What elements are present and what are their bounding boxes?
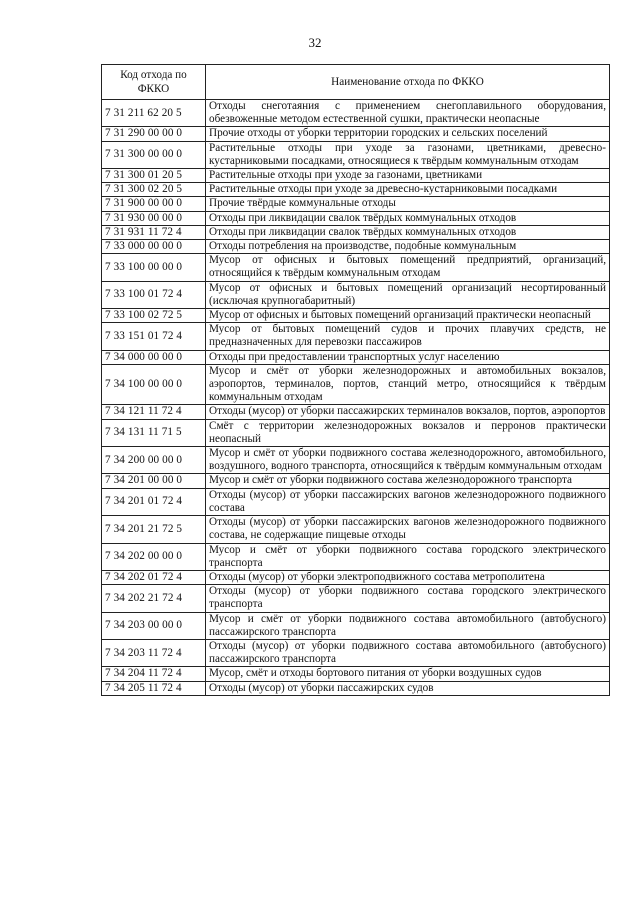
- waste-code-cell: 7 31 900 00 00 0: [102, 197, 206, 211]
- waste-name-cell: Отходы (мусор) от уборки пассажирских вагонов железнодорожного подвижного состава, не содержащие пищевые отходы: [206, 516, 610, 543]
- waste-name-cell: Мусор и смёт от уборки подвижного состава железнодорожного транспорта: [206, 474, 610, 488]
- waste-name-cell: Отходы (мусор) от уборки пассажирских терминалов вокзалов, портов, аэропортов: [206, 405, 610, 419]
- waste-code-cell: 7 34 100 00 00 0: [102, 364, 206, 405]
- table-row: [102, 405, 610, 419]
- waste-name-cell: Отходы (мусор) от уборки подвижного состава городского электрического транспорта: [206, 585, 610, 612]
- waste-code-cell: 7 31 300 01 20 5: [102, 169, 206, 183]
- table-row: [102, 211, 610, 225]
- table-row: [102, 183, 610, 197]
- table-row: [102, 419, 610, 446]
- waste-name-cell: Смёт с территории железнодорожных вокзалов и перронов практически неопасный: [206, 419, 610, 446]
- table-row: [102, 309, 610, 323]
- waste-name-cell: Мусор от офисных и бытовых помещений организаций несортированный (исключая крупногабаритный): [206, 281, 610, 308]
- table-row: [102, 141, 610, 168]
- table-row: [102, 681, 610, 695]
- waste-name-cell: Отходы при ликвидации свалок твёрдых коммунальных отходов: [206, 211, 610, 225]
- table-row: [102, 240, 610, 254]
- waste-name-cell: Отходы при предоставлении транспортных услуг населению: [206, 350, 610, 364]
- waste-code-cell: 7 33 100 02 72 5: [102, 309, 206, 323]
- waste-code-cell: 7 34 202 01 72 4: [102, 570, 206, 584]
- waste-name-cell: Растительные отходы при уходе за древесно-кустарниковыми посадками: [206, 183, 610, 197]
- waste-name-cell: Отходы (мусор) от уборки пассажирских судов: [206, 681, 610, 695]
- table-row: [102, 254, 610, 281]
- waste-name-cell: Отходы снеготаяния с применением снегоплавильного оборудования, обезвоженные методом естественной сушки, практически неопасные: [206, 100, 610, 127]
- table-row: [102, 350, 610, 364]
- table-row: [102, 516, 610, 543]
- waste-name-cell: Мусор и смёт от уборки подвижного состава городского электрического транспорта: [206, 543, 610, 570]
- table-header-row: [102, 65, 610, 100]
- waste-name-cell: Мусор и смёт от уборки подвижного состава автомобильного (автобусного) пассажирского транспорта: [206, 612, 610, 639]
- waste-code-cell: 7 31 931 11 72 4: [102, 225, 206, 239]
- waste-code-cell: 7 34 203 00 00 0: [102, 612, 206, 639]
- waste-name-cell: Мусор от офисных и бытовых помещений предприятий, организаций, относящийся к твёрдым коммунальным отходам: [206, 254, 610, 281]
- waste-name-cell: Растительные отходы при уходе за газонами, цветниками: [206, 169, 610, 183]
- waste-code-cell: 7 34 000 00 00 0: [102, 350, 206, 364]
- table-row: [102, 612, 610, 639]
- waste-code-cell: 7 33 000 00 00 0: [102, 240, 206, 254]
- waste-code-cell: 7 34 204 11 72 4: [102, 667, 206, 681]
- waste-name-cell: Отходы потребления на производстве, подобные коммунальным: [206, 240, 610, 254]
- waste-code-cell: 7 33 100 00 00 0: [102, 254, 206, 281]
- waste-code-cell: 7 34 205 11 72 4: [102, 681, 206, 695]
- waste-code-cell: 7 34 131 11 71 5: [102, 419, 206, 446]
- table-row: [102, 543, 610, 570]
- waste-code-cell: 7 31 300 02 20 5: [102, 183, 206, 197]
- waste-name-cell: Отходы (мусор) от уборки электроподвижного состава метрополитена: [206, 570, 610, 584]
- table-row: [102, 474, 610, 488]
- table-row: [102, 323, 610, 350]
- waste-name-cell: Мусор и смёт от уборки железнодорожных и автомобильных вокзалов, аэропортов, терминалов, портов, станций метро, относящийся к твёрдым коммунальным отходам: [206, 364, 610, 405]
- waste-code-cell: 7 31 290 00 00 0: [102, 127, 206, 141]
- waste-code-cell: 7 31 211 62 20 5: [102, 100, 206, 127]
- waste-code-cell: 7 34 121 11 72 4: [102, 405, 206, 419]
- fkko-waste-table: [101, 64, 610, 696]
- table-row: [102, 364, 610, 405]
- table-row: [102, 570, 610, 584]
- waste-code-cell: 7 34 202 21 72 4: [102, 585, 206, 612]
- waste-code-cell: 7 34 201 21 72 5: [102, 516, 206, 543]
- waste-code-cell: 7 34 201 00 00 0: [102, 474, 206, 488]
- waste-name-cell: Растительные отходы при уходе за газонами, цветниками, древесно-кустарниковыми посадками, относящиеся к твёрдым коммунальным отходам: [206, 141, 610, 168]
- table-row: [102, 100, 610, 127]
- table-body: [102, 100, 610, 696]
- waste-name-cell: Отходы при ликвидации свалок твёрдых коммунальных отходов: [206, 225, 610, 239]
- waste-code-cell: 7 34 201 01 72 4: [102, 488, 206, 515]
- table-row: [102, 225, 610, 239]
- waste-name-cell: Отходы (мусор) от уборки подвижного состава автомобильного (автобусного) пассажирского транспорта: [206, 639, 610, 666]
- waste-name-cell: Мусор от бытовых помещений судов и прочих плавучих средств, не предназначенных для перевозки пассажиров: [206, 323, 610, 350]
- waste-code-cell: 7 33 100 01 72 4: [102, 281, 206, 308]
- table-row: [102, 281, 610, 308]
- waste-code-cell: 7 31 930 00 00 0: [102, 211, 206, 225]
- waste-code-cell: 7 34 203 11 72 4: [102, 639, 206, 666]
- waste-name-cell: Мусор и смёт от уборки подвижного состава железнодорожного, автомобильного, воздушного, водного транспорта, относящийся к твёрдым коммунальным отходам: [206, 447, 610, 474]
- table-row: [102, 585, 610, 612]
- table-row: [102, 447, 610, 474]
- waste-code-cell: 7 33 151 01 72 4: [102, 323, 206, 350]
- waste-name-cell: Прочие твёрдые коммунальные отходы: [206, 197, 610, 211]
- table-row: [102, 127, 610, 141]
- table-row: [102, 169, 610, 183]
- waste-name-cell: Отходы (мусор) от уборки пассажирских вагонов железнодорожного подвижного состава: [206, 488, 610, 515]
- table-row: [102, 667, 610, 681]
- waste-code-cell: 7 31 300 00 00 0: [102, 141, 206, 168]
- waste-name-cell: Мусор, смёт и отходы бортового питания от уборки воздушных судов: [206, 667, 610, 681]
- table-row: [102, 639, 610, 666]
- waste-code-cell: 7 34 200 00 00 0: [102, 447, 206, 474]
- waste-name-cell: Прочие отходы от уборки территории городских и сельских поселений: [206, 127, 610, 141]
- table-row: [102, 488, 610, 515]
- header-name: Наименование отхода по ФККО: [206, 65, 610, 100]
- waste-code-cell: 7 34 202 00 00 0: [102, 543, 206, 570]
- table-row: [102, 197, 610, 211]
- waste-name-cell: Мусор от офисных и бытовых помещений организаций практически неопасный: [206, 309, 610, 323]
- page-number: 32: [308, 35, 322, 50]
- header-code: Код отхода по ФККО: [102, 65, 206, 100]
